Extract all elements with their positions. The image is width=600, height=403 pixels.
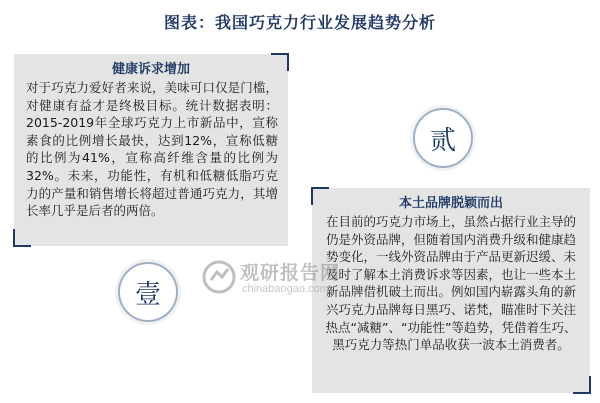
page-title: 图表：我国巧克力行业发展趋势分析	[163, 13, 436, 32]
watermark-cn: 观研报告网	[240, 262, 341, 284]
watermark-en: chinabaogao.com	[242, 283, 329, 295]
panel-body-text: 对于巧克力爱好者来说，美味可口仅是门槛，对健康有益才是终极目标。统计数据表明：2015-2019年全球巧克力上市新品中，宣称素食的比例增长最快，达到12%，宣称低糖的比例为41%，宣称高纤维含量的比例为32%。未来，功能性，有机和低糖低脂巧克力的产量和销售增长将超过普通巧克力，其增长率几乎是后者的两倍。	[26, 80, 278, 219]
numeral-circle-one: 壹	[118, 262, 178, 322]
corner-decoration	[13, 229, 31, 247]
panel-body-text: 在目前的巧克力市场上，虽然占据行业主导的仍是外资品牌，但随着国内消费升级和健康趋势变化，一线外资品牌由于产品更新迟缓、未及时了解本土消费诉求等因素，也让一些本土新品牌借机破土而出。例如国内崭露头角的新兴巧克力品牌每日黑巧、诺梵，瞄准时下关注热点“减糖”、“功能性”等趋势，凭借着生巧、黑巧克力等热门单品收获一波本土消费者。	[325, 214, 577, 353]
corner-decoration	[311, 187, 329, 205]
panel-heading: 健康诉求增加	[111, 62, 190, 77]
numeral-circle-two: 贰	[413, 108, 473, 168]
panel-local-brands	[312, 188, 590, 393]
watermark-logo-icon	[202, 260, 236, 294]
corner-decoration	[271, 53, 289, 71]
panel-heading: 本土品牌脱颖而出	[398, 196, 503, 211]
panel-health-demand	[14, 54, 288, 246]
corner-decoration	[573, 376, 591, 394]
